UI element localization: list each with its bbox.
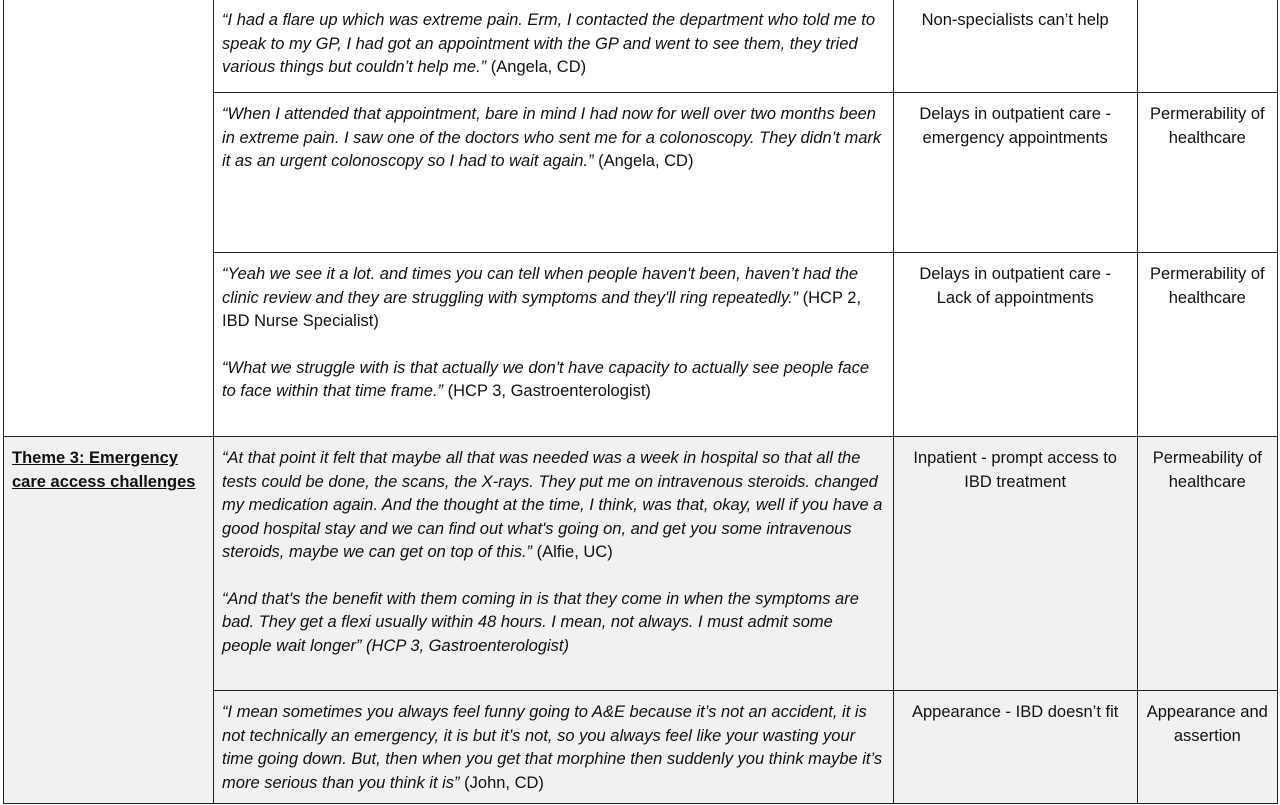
quote-text: “I mean sometimes you always feel funny going to A&E because it’s not an accident, it is not technically an emergency, it is but it’s not, so you always feel like your wasting your time going down. But, then when you get that morphine then suddenly you think maybe it’s more serious than you think it is” xyxy=(222,703,883,792)
quote-text: “At that point it felt that maybe all that was needed was a week in hospital so that all the tests could be done, the scans, the X-rays. They put me on intravenous steroids. changed my medication again. And the thought at the time, I think, was that, okay, well if you have a good hospital stay and we can find out what's going on, and get you some intravenous steroids, maybe we can get on top of this.” xyxy=(222,449,883,561)
code-cell: Inpatient - prompt access to IBD treatment xyxy=(893,437,1137,691)
code-cell: Appearance - IBD doesn’t fit xyxy=(893,691,1137,804)
quote-text: “I had a flare up which was extreme pain. Erm, I contacted the department who told me to speak to my GP, I had got an appointment with the GP and went to see them, they tried various things but couldn’t help me.” xyxy=(222,11,876,76)
quote-paragraph xyxy=(222,9,885,80)
quote-source: (HCP 3, Gastroenterologist) xyxy=(443,382,651,400)
theme-title: Theme 3: Emergency care access challenges xyxy=(12,449,196,491)
theme-cell xyxy=(4,0,214,437)
category-cell: Appearance and assertion xyxy=(1137,691,1277,804)
quote-text: “When I attended that appointment, bare in mind I had now for well over two months been in extreme pain. I saw one of the doctors who sent me for a colonoscopy. They didn’t mark it as an urgent colonoscopy so I had to wait again.” xyxy=(222,105,882,170)
quote-paragraph xyxy=(222,701,885,795)
code-cell: Non-specialists can’t help xyxy=(893,0,1137,93)
table-row xyxy=(4,437,1278,691)
quote-cell xyxy=(214,253,894,437)
quote-source: (Alfie, UC) xyxy=(532,543,613,561)
quote-cell xyxy=(214,691,894,804)
quote-source: (Angela, CD) xyxy=(486,58,587,76)
quote-text: “What we struggle with is that actually we don't have capacity to actually see people face to face within that time frame.” xyxy=(222,358,870,400)
quote-paragraph xyxy=(222,103,885,174)
table-row xyxy=(4,0,1278,93)
quote-paragraph xyxy=(222,447,885,565)
category-cell: Permerability of healthcare xyxy=(1137,253,1277,437)
quote-paragraph xyxy=(222,588,885,659)
theme-cell xyxy=(4,437,214,804)
category-cell: Permeability of healthcare xyxy=(1137,437,1277,691)
quote-cell xyxy=(214,0,894,93)
code-cell: Delays in outpatient care - Lack of appointments xyxy=(893,253,1137,437)
quote-paragraph xyxy=(222,263,885,334)
quote-cell xyxy=(214,437,894,691)
quote-cell xyxy=(214,93,894,253)
quote-paragraph xyxy=(222,357,885,404)
quote-source: (HCP 2, IBD Nurse Specialist) xyxy=(222,288,862,330)
quote-text: “And that's the benefit with them coming in is that they come in when the symptoms are bad. They get a flexi usually within 48 hours. I mean, not always. I must admit some people wait longer” (HCP 3, Gastroenterologist) xyxy=(222,589,859,655)
category-cell: Permerability of healthcare xyxy=(1137,93,1277,253)
category-cell xyxy=(1137,0,1277,93)
quote-source: (Angela, CD) xyxy=(593,152,694,170)
code-cell: Delays in outpatient care - emergency appointments xyxy=(893,93,1137,253)
quote-source: (John, CD) xyxy=(459,773,544,792)
themes-table xyxy=(3,0,1278,804)
quote-text: “Yeah we see it a lot. and times you can tell when people haven't been, haven’t had the clinic review and they are struggling with symptoms and they'll ring repeatedly.” xyxy=(222,265,859,307)
